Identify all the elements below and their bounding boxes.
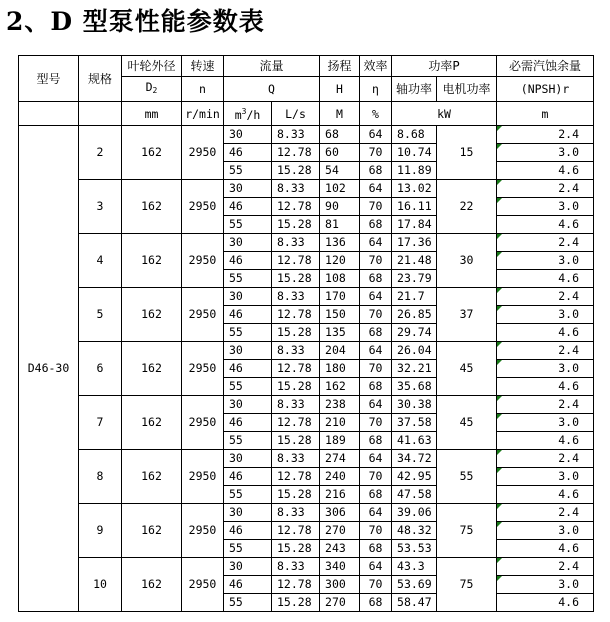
npsh-cell: 2.4 bbox=[497, 396, 594, 414]
comment-marker-icon bbox=[497, 468, 502, 473]
npsh-cell: 3.0 bbox=[497, 252, 594, 270]
unit-model bbox=[19, 102, 79, 126]
shaft-power-cell: 26.85 bbox=[392, 306, 437, 324]
flow-m3h-cell: 30 bbox=[224, 288, 272, 306]
speed-cell: 2950 bbox=[182, 288, 224, 342]
shaft-power-cell: 16.11 bbox=[392, 198, 437, 216]
unit-head-m: M bbox=[320, 102, 360, 126]
table-row bbox=[19, 450, 594, 468]
shaft-power-cell: 41.63 bbox=[392, 432, 437, 450]
flow-m3h-cell: 55 bbox=[224, 162, 272, 180]
flow-m3h-cell: 30 bbox=[224, 234, 272, 252]
motor-power-cell: 55 bbox=[437, 450, 497, 504]
speed-cell: 2950 bbox=[182, 342, 224, 396]
comment-marker-icon bbox=[497, 360, 502, 365]
shaft-power-cell: 39.06 bbox=[392, 504, 437, 522]
head-cell: 68 bbox=[320, 126, 360, 144]
comment-marker-icon bbox=[497, 558, 502, 563]
npsh-cell: 3.0 bbox=[497, 414, 594, 432]
speed-cell: 2950 bbox=[182, 126, 224, 180]
efficiency-cell: 68 bbox=[360, 378, 392, 396]
unit-spec bbox=[79, 102, 122, 126]
comment-marker-icon bbox=[497, 450, 502, 455]
impeller-diameter-cell: 162 bbox=[122, 396, 182, 450]
comment-marker-icon bbox=[497, 198, 502, 203]
efficiency-cell: 68 bbox=[360, 432, 392, 450]
flow-m3h-cell: 30 bbox=[224, 450, 272, 468]
npsh-cell: 4.6 bbox=[497, 486, 594, 504]
comment-marker-icon bbox=[497, 126, 502, 131]
motor-power-cell: 30 bbox=[437, 234, 497, 288]
shaft-power-cell: 35.68 bbox=[392, 378, 437, 396]
flow-m3h-cell: 46 bbox=[224, 198, 272, 216]
npsh-cell: 2.4 bbox=[497, 180, 594, 198]
header-speed-symbol: n bbox=[182, 77, 224, 102]
npsh-cell: 2.4 bbox=[497, 450, 594, 468]
spec-cell: 9 bbox=[79, 504, 122, 558]
flow-m3h-cell: 55 bbox=[224, 486, 272, 504]
flow-ls-cell: 12.78 bbox=[272, 414, 320, 432]
shaft-power-cell: 53.69 bbox=[392, 576, 437, 594]
table-row bbox=[19, 396, 594, 414]
efficiency-cell: 68 bbox=[360, 216, 392, 234]
flow-m3h-cell: 55 bbox=[224, 270, 272, 288]
shaft-power-cell: 30.38 bbox=[392, 396, 437, 414]
comment-marker-icon bbox=[497, 306, 502, 311]
head-cell: 108 bbox=[320, 270, 360, 288]
speed-cell: 2950 bbox=[182, 234, 224, 288]
speed-cell: 2950 bbox=[182, 558, 224, 612]
impeller-diameter-cell: 162 bbox=[122, 558, 182, 612]
npsh-cell: 2.4 bbox=[497, 342, 594, 360]
header-motor-power: 电机功率 bbox=[437, 77, 497, 102]
efficiency-cell: 70 bbox=[360, 468, 392, 486]
npsh-cell: 3.0 bbox=[497, 144, 594, 162]
flow-m3h-cell: 46 bbox=[224, 576, 272, 594]
head-cell: 270 bbox=[320, 594, 360, 612]
spec-cell: 8 bbox=[79, 450, 122, 504]
head-cell: 102 bbox=[320, 180, 360, 198]
shaft-power-cell: 17.84 bbox=[392, 216, 437, 234]
flow-m3h-cell: 55 bbox=[224, 216, 272, 234]
pump-performance-table bbox=[18, 55, 594, 612]
impeller-diameter-cell: 162 bbox=[122, 288, 182, 342]
head-cell: 120 bbox=[320, 252, 360, 270]
shaft-power-cell: 43.3 bbox=[392, 558, 437, 576]
spec-cell: 6 bbox=[79, 342, 122, 396]
motor-power-cell: 45 bbox=[437, 396, 497, 450]
head-cell: 81 bbox=[320, 216, 360, 234]
efficiency-cell: 70 bbox=[360, 522, 392, 540]
head-cell: 162 bbox=[320, 378, 360, 396]
efficiency-cell: 68 bbox=[360, 486, 392, 504]
npsh-cell: 3.0 bbox=[497, 360, 594, 378]
table-row bbox=[19, 234, 594, 252]
flow-m3h-cell: 46 bbox=[224, 144, 272, 162]
header-impeller-diameter: 叶轮外径 bbox=[122, 56, 182, 77]
flow-ls-cell: 12.78 bbox=[272, 252, 320, 270]
speed-cell: 2950 bbox=[182, 396, 224, 450]
flow-m3h-cell: 30 bbox=[224, 180, 272, 198]
spec-cell: 10 bbox=[79, 558, 122, 612]
comment-marker-icon bbox=[497, 252, 502, 257]
impeller-diameter-cell: 162 bbox=[122, 342, 182, 396]
npsh-cell: 4.6 bbox=[497, 162, 594, 180]
header-head: 扬程 bbox=[320, 56, 360, 77]
flow-m3h-cell: 30 bbox=[224, 504, 272, 522]
unit-ls: L/s bbox=[272, 102, 320, 126]
shaft-power-cell: 10.74 bbox=[392, 144, 437, 162]
head-cell: 180 bbox=[320, 360, 360, 378]
flow-m3h-cell: 30 bbox=[224, 558, 272, 576]
head-cell: 274 bbox=[320, 450, 360, 468]
flow-m3h-cell: 55 bbox=[224, 594, 272, 612]
efficiency-cell: 64 bbox=[360, 288, 392, 306]
shaft-power-cell: 11.89 bbox=[392, 162, 437, 180]
speed-cell: 2950 bbox=[182, 180, 224, 234]
efficiency-cell: 64 bbox=[360, 234, 392, 252]
impeller-diameter-cell: 162 bbox=[122, 180, 182, 234]
header-npsh: 必需汽蚀余量 bbox=[497, 56, 594, 77]
comment-marker-icon bbox=[497, 180, 502, 185]
npsh-cell: 4.6 bbox=[497, 270, 594, 288]
flow-ls-cell: 15.28 bbox=[272, 270, 320, 288]
table-row bbox=[19, 504, 594, 522]
head-cell: 54 bbox=[320, 162, 360, 180]
flow-ls-cell: 15.28 bbox=[272, 594, 320, 612]
header-model: 型号 bbox=[19, 56, 79, 102]
npsh-cell: 4.6 bbox=[497, 216, 594, 234]
efficiency-cell: 68 bbox=[360, 540, 392, 558]
flow-m3h-cell: 46 bbox=[224, 306, 272, 324]
head-cell: 136 bbox=[320, 234, 360, 252]
shaft-power-cell: 58.47 bbox=[392, 594, 437, 612]
head-cell: 150 bbox=[320, 306, 360, 324]
flow-ls-cell: 12.78 bbox=[272, 522, 320, 540]
flow-ls-cell: 8.33 bbox=[272, 450, 320, 468]
shaft-power-cell: 42.95 bbox=[392, 468, 437, 486]
head-cell: 60 bbox=[320, 144, 360, 162]
unit-npsh-m: m bbox=[497, 102, 594, 126]
flow-ls-cell: 15.28 bbox=[272, 540, 320, 558]
npsh-cell: 4.6 bbox=[497, 432, 594, 450]
flow-ls-cell: 15.28 bbox=[272, 432, 320, 450]
efficiency-cell: 68 bbox=[360, 594, 392, 612]
flow-ls-cell: 8.33 bbox=[272, 180, 320, 198]
npsh-cell: 3.0 bbox=[497, 522, 594, 540]
speed-cell: 2950 bbox=[182, 450, 224, 504]
header-flow: 流量 bbox=[224, 56, 320, 77]
efficiency-cell: 70 bbox=[360, 198, 392, 216]
unit-kw: kW bbox=[392, 102, 497, 126]
header-speed: 转速 bbox=[182, 56, 224, 77]
unit-mm: mm bbox=[122, 102, 182, 126]
comment-marker-icon bbox=[497, 144, 502, 149]
impeller-diameter-cell: 162 bbox=[122, 504, 182, 558]
table-row bbox=[19, 180, 594, 198]
spec-cell: 7 bbox=[79, 396, 122, 450]
npsh-cell: 2.4 bbox=[497, 288, 594, 306]
flow-m3h-cell: 46 bbox=[224, 414, 272, 432]
shaft-power-cell: 32.21 bbox=[392, 360, 437, 378]
flow-ls-cell: 12.78 bbox=[272, 360, 320, 378]
flow-ls-cell: 12.78 bbox=[272, 198, 320, 216]
head-cell: 240 bbox=[320, 468, 360, 486]
header-head-symbol: H bbox=[320, 77, 360, 102]
comment-marker-icon bbox=[497, 288, 502, 293]
npsh-cell: 3.0 bbox=[497, 468, 594, 486]
npsh-cell: 2.4 bbox=[497, 126, 594, 144]
flow-ls-cell: 12.78 bbox=[272, 144, 320, 162]
head-cell: 238 bbox=[320, 396, 360, 414]
shaft-power-cell: 17.36 bbox=[392, 234, 437, 252]
head-cell: 204 bbox=[320, 342, 360, 360]
header-efficiency-symbol: η bbox=[360, 77, 392, 102]
flow-ls-cell: 15.28 bbox=[272, 486, 320, 504]
motor-power-cell: 45 bbox=[437, 342, 497, 396]
spec-cell: 3 bbox=[79, 180, 122, 234]
table-row bbox=[19, 288, 594, 306]
flow-ls-cell: 15.28 bbox=[272, 216, 320, 234]
flow-m3h-cell: 46 bbox=[224, 522, 272, 540]
efficiency-cell: 70 bbox=[360, 414, 392, 432]
shaft-power-cell: 53.53 bbox=[392, 540, 437, 558]
efficiency-cell: 64 bbox=[360, 180, 392, 198]
flow-m3h-cell: 30 bbox=[224, 396, 272, 414]
efficiency-cell: 64 bbox=[360, 558, 392, 576]
npsh-cell: 4.6 bbox=[497, 594, 594, 612]
flow-m3h-cell: 46 bbox=[224, 468, 272, 486]
head-cell: 216 bbox=[320, 486, 360, 504]
spec-cell: 5 bbox=[79, 288, 122, 342]
flow-ls-cell: 8.33 bbox=[272, 126, 320, 144]
motor-power-cell: 22 bbox=[437, 180, 497, 234]
head-cell: 210 bbox=[320, 414, 360, 432]
efficiency-cell: 70 bbox=[360, 360, 392, 378]
header-impeller-symbol: $D_2$ bbox=[122, 77, 182, 102]
shaft-power-cell: 21.48 bbox=[392, 252, 437, 270]
flow-ls-cell: 15.28 bbox=[272, 162, 320, 180]
flow-m3h-cell: 30 bbox=[224, 126, 272, 144]
npsh-cell: 2.4 bbox=[497, 504, 594, 522]
shaft-power-cell: 48.32 bbox=[392, 522, 437, 540]
shaft-power-cell: 23.79 bbox=[392, 270, 437, 288]
efficiency-cell: 68 bbox=[360, 324, 392, 342]
flow-ls-cell: 8.33 bbox=[272, 288, 320, 306]
impeller-diameter-cell: 162 bbox=[122, 126, 182, 180]
flow-ls-cell: 12.78 bbox=[272, 306, 320, 324]
comment-marker-icon bbox=[497, 522, 502, 527]
flow-ls-cell: 12.78 bbox=[272, 576, 320, 594]
flow-ls-cell: 15.28 bbox=[272, 324, 320, 342]
table-row bbox=[19, 342, 594, 360]
header-power: 功率P bbox=[392, 56, 497, 77]
impeller-diameter-cell: 162 bbox=[122, 234, 182, 288]
header-spec: 规格 bbox=[79, 56, 122, 102]
head-cell: 340 bbox=[320, 558, 360, 576]
efficiency-cell: 64 bbox=[360, 504, 392, 522]
unit-rmin: r/min bbox=[182, 102, 224, 126]
unit-percent: % bbox=[360, 102, 392, 126]
flow-ls-cell: 8.33 bbox=[272, 558, 320, 576]
npsh-cell: 2.4 bbox=[497, 558, 594, 576]
efficiency-cell: 68 bbox=[360, 270, 392, 288]
flow-m3h-cell: 55 bbox=[224, 432, 272, 450]
flow-ls-cell: 8.33 bbox=[272, 342, 320, 360]
head-cell: 170 bbox=[320, 288, 360, 306]
efficiency-cell: 68 bbox=[360, 162, 392, 180]
spec-cell: 2 bbox=[79, 126, 122, 180]
flow-ls-cell: 8.33 bbox=[272, 396, 320, 414]
shaft-power-cell: 34.72 bbox=[392, 450, 437, 468]
motor-power-cell: 75 bbox=[437, 558, 497, 612]
comment-marker-icon bbox=[497, 504, 502, 509]
head-cell: 90 bbox=[320, 198, 360, 216]
motor-power-cell: 75 bbox=[437, 504, 497, 558]
head-cell: 300 bbox=[320, 576, 360, 594]
flow-m3h-cell: 30 bbox=[224, 342, 272, 360]
comment-marker-icon bbox=[497, 342, 502, 347]
flow-ls-cell: 8.33 bbox=[272, 234, 320, 252]
flow-m3h-cell: 46 bbox=[224, 360, 272, 378]
efficiency-cell: 70 bbox=[360, 252, 392, 270]
impeller-diameter-cell: 162 bbox=[122, 450, 182, 504]
head-cell: 135 bbox=[320, 324, 360, 342]
page-title: 2、D 型泵性能参数表 bbox=[6, 7, 265, 36]
shaft-power-cell: 21.7 bbox=[392, 288, 437, 306]
header-shaft-power: 轴功率 bbox=[392, 77, 437, 102]
efficiency-cell: 64 bbox=[360, 126, 392, 144]
head-cell: 306 bbox=[320, 504, 360, 522]
efficiency-cell: 70 bbox=[360, 306, 392, 324]
efficiency-cell: 70 bbox=[360, 576, 392, 594]
shaft-power-cell: 8.68 bbox=[392, 126, 437, 144]
head-cell: 270 bbox=[320, 522, 360, 540]
shaft-power-cell: 26.04 bbox=[392, 342, 437, 360]
flow-ls-cell: 15.28 bbox=[272, 378, 320, 396]
speed-cell: 2950 bbox=[182, 504, 224, 558]
comment-marker-icon bbox=[497, 396, 502, 401]
unit-m3h: $m^3/h$ bbox=[224, 102, 272, 126]
efficiency-cell: 64 bbox=[360, 396, 392, 414]
motor-power-cell: 37 bbox=[437, 288, 497, 342]
efficiency-cell: 64 bbox=[360, 342, 392, 360]
npsh-cell: 4.6 bbox=[497, 324, 594, 342]
flow-ls-cell: 12.78 bbox=[272, 468, 320, 486]
header-npsh-symbol: (NPSH)r bbox=[497, 77, 594, 102]
model-name: D46-30 bbox=[19, 126, 79, 612]
comment-marker-icon bbox=[497, 414, 502, 419]
efficiency-cell: 70 bbox=[360, 144, 392, 162]
npsh-cell: 4.6 bbox=[497, 378, 594, 396]
efficiency-cell: 64 bbox=[360, 450, 392, 468]
header-flow-symbol: Q bbox=[224, 77, 320, 102]
shaft-power-cell: 47.58 bbox=[392, 486, 437, 504]
comment-marker-icon bbox=[497, 576, 502, 581]
comment-marker-icon bbox=[497, 234, 502, 239]
flow-m3h-cell: 55 bbox=[224, 540, 272, 558]
flow-m3h-cell: 46 bbox=[224, 252, 272, 270]
motor-power-cell: 15 bbox=[437, 126, 497, 180]
table-row bbox=[19, 126, 594, 144]
shaft-power-cell: 29.74 bbox=[392, 324, 437, 342]
head-cell: 243 bbox=[320, 540, 360, 558]
npsh-cell: 2.4 bbox=[497, 234, 594, 252]
flow-m3h-cell: 55 bbox=[224, 324, 272, 342]
shaft-power-cell: 13.02 bbox=[392, 180, 437, 198]
npsh-cell: 3.0 bbox=[497, 576, 594, 594]
npsh-cell: 3.0 bbox=[497, 198, 594, 216]
table-row bbox=[19, 558, 594, 576]
head-cell: 189 bbox=[320, 432, 360, 450]
npsh-cell: 3.0 bbox=[497, 306, 594, 324]
header-efficiency: 效率 bbox=[360, 56, 392, 77]
flow-m3h-cell: 55 bbox=[224, 378, 272, 396]
shaft-power-cell: 37.58 bbox=[392, 414, 437, 432]
npsh-cell: 4.6 bbox=[497, 540, 594, 558]
flow-ls-cell: 8.33 bbox=[272, 504, 320, 522]
spec-cell: 4 bbox=[79, 234, 122, 288]
